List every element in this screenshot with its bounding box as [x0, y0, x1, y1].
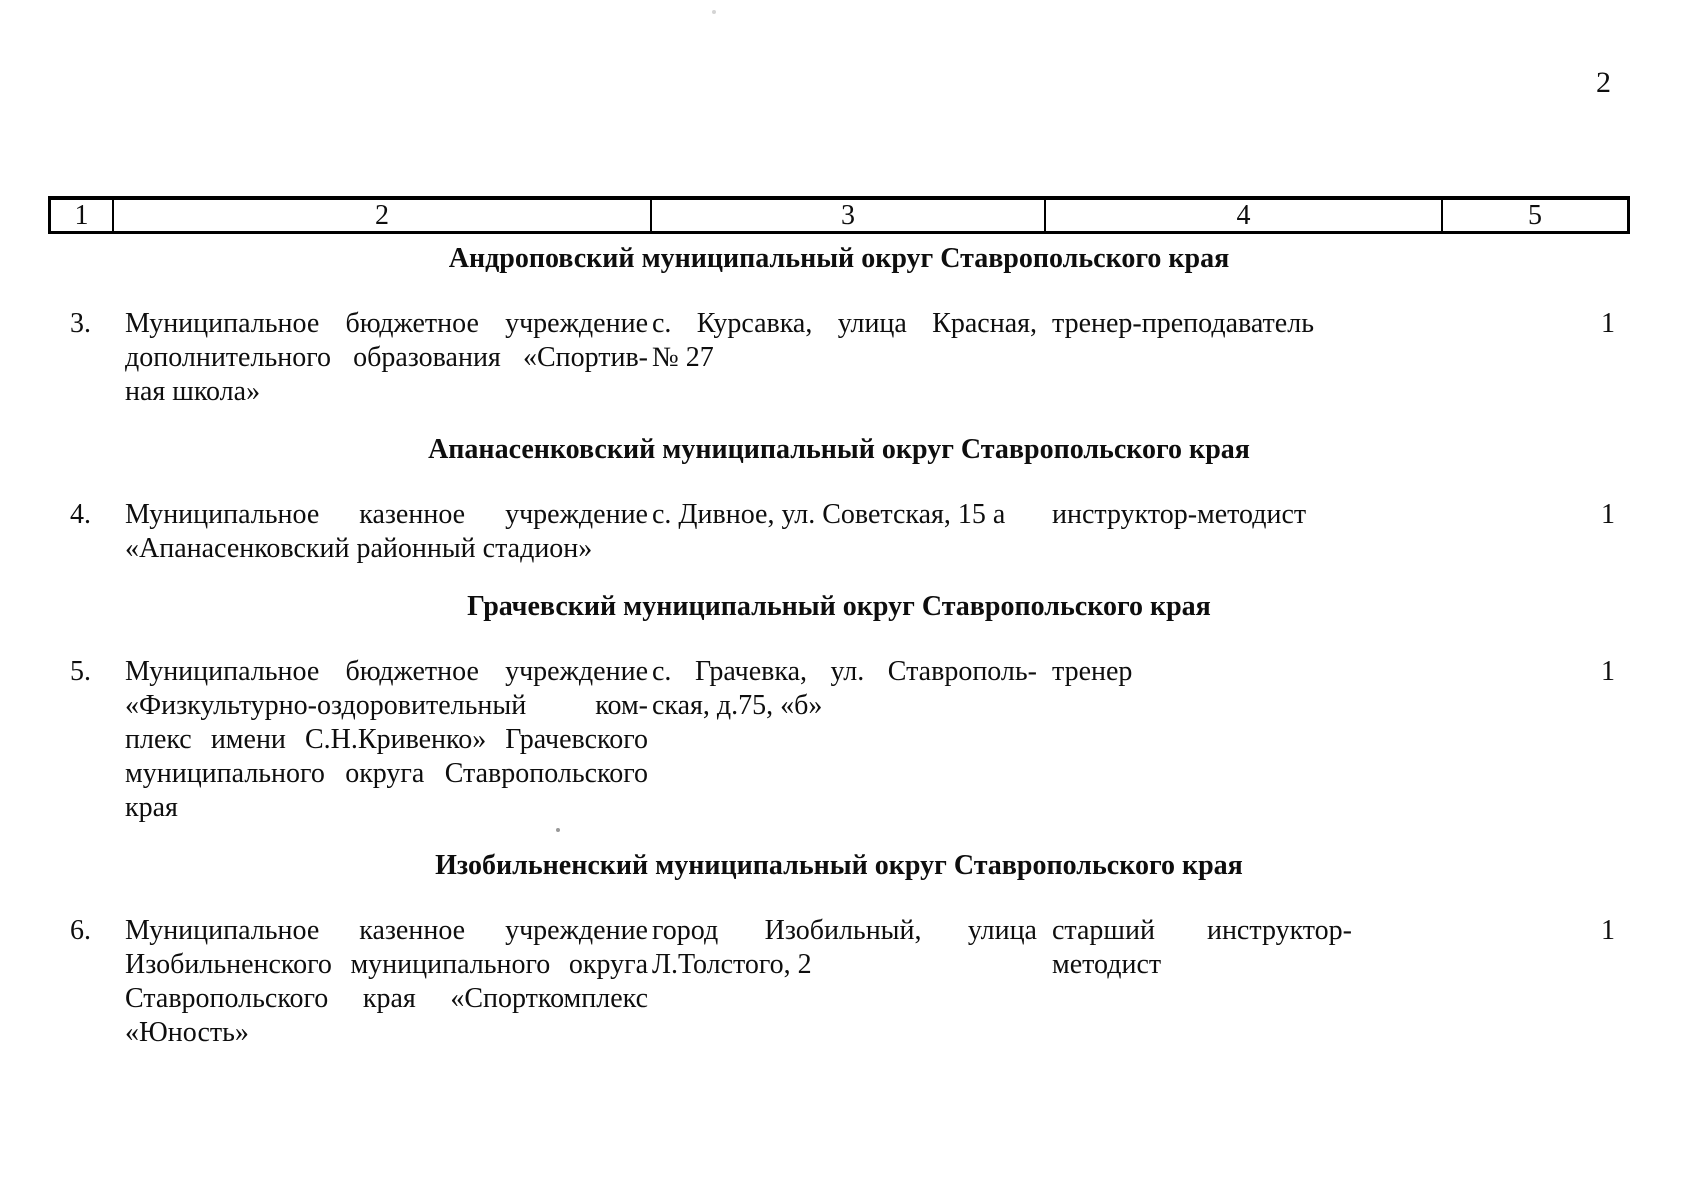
position-text: [1052, 655, 1352, 689]
row-number-cell: 6.: [70, 915, 91, 946]
text-line: Изобильненского муниципального округа: [125, 949, 648, 980]
table: [48, 196, 1630, 1050]
table-row: [48, 307, 1630, 409]
table-row: [48, 655, 1630, 825]
position-text: [1052, 914, 1352, 982]
address-cell: [652, 914, 1047, 1050]
table-header-row: [48, 196, 1630, 234]
text-line: «Физкультурно-оздоровительный ком-: [125, 690, 648, 721]
text-line: город Изобильный, улица: [652, 915, 1037, 946]
row-number-cell: 5.: [70, 656, 91, 687]
section-title-androposvky: Андроповский муниципальный округ Ставропольского края: [448, 243, 1230, 274]
text-line: с. Грачевка, ул. Ставрополь-: [652, 656, 1037, 687]
text-line: края: [125, 792, 178, 823]
table-row: [48, 914, 1630, 1050]
text-line: Муниципальное казенное учреждение: [125, 499, 648, 530]
text-line: «Юность»: [125, 1017, 249, 1048]
organization-cell: [113, 655, 652, 825]
text-line: с. Курсавка, улица Красная,: [652, 308, 1037, 339]
address-cell: [652, 307, 1047, 409]
count-cell: 1: [1601, 915, 1615, 946]
section-title-grachevsky: Грачевский муниципальный округ Ставропольского края: [467, 591, 1211, 622]
position-cell: [1047, 307, 1445, 409]
count-cell: 1: [1601, 308, 1615, 339]
text-line: старший инструктор-: [1052, 915, 1352, 946]
text-line: Муниципальное казенное учреждение: [125, 915, 648, 946]
organization-cell: [113, 914, 652, 1050]
organization-cell: [113, 307, 652, 409]
text-line: методист: [1052, 949, 1162, 980]
scan-speck: [712, 10, 716, 14]
position-text: [1052, 307, 1352, 341]
text-line: № 27: [652, 342, 714, 373]
text-line: Л.Толстого, 2: [652, 949, 812, 980]
position-text: [1052, 498, 1352, 532]
text-line: плекс имени С.Н.Кривенко» Грачевского: [125, 724, 648, 755]
table-row: [48, 498, 1630, 566]
text-line: ская, д.75, «б»: [652, 690, 823, 721]
header-cell-1: 1: [51, 200, 114, 231]
address-cell: [652, 498, 1047, 566]
row-number-cell: 3.: [70, 308, 91, 339]
section-title-izobilnensky: Изобильненский муниципальный округ Ставропольского края: [435, 850, 1243, 881]
header-cell-4: 4: [1046, 200, 1443, 231]
count-cell: 1: [1601, 656, 1615, 687]
position-cell: [1047, 655, 1445, 825]
position-cell: [1047, 914, 1445, 1050]
address-cell: [652, 655, 1047, 825]
text-line: инструктор-методист: [1052, 499, 1307, 530]
page-number: 2: [1596, 66, 1611, 99]
text-line: Ставропольского края «Спорткомплекс: [125, 983, 648, 1014]
text-line: тренер: [1052, 656, 1133, 687]
count-cell: 1: [1601, 499, 1615, 530]
row-number-cell: 4.: [70, 499, 91, 530]
text-line: тренер-преподаватель: [1052, 308, 1314, 339]
scan-speck: [556, 828, 560, 832]
text-line: Муниципальное бюджетное учреждение: [125, 308, 648, 339]
text-line: дополнительного образования «Спортив-: [125, 342, 648, 373]
text-line: муниципального округа Ставропольского: [125, 758, 648, 789]
header-cell-3: 3: [652, 200, 1046, 231]
header-cell-2: 2: [114, 200, 652, 231]
position-cell: [1047, 498, 1445, 566]
text-line: Муниципальное бюджетное учреждение: [125, 656, 648, 687]
organization-cell: [113, 498, 652, 566]
text-line: с. Дивное, ул. Советская, 15 а: [652, 499, 1006, 530]
text-line: «Апанасенковский районный стадион»: [125, 533, 593, 564]
text-line: ная школа»: [125, 376, 261, 407]
header-cell-5: 5: [1528, 199, 1542, 231]
section-title-apanasenkovsky: Апанасенковский муниципальный округ Ставропольского края: [428, 434, 1250, 465]
